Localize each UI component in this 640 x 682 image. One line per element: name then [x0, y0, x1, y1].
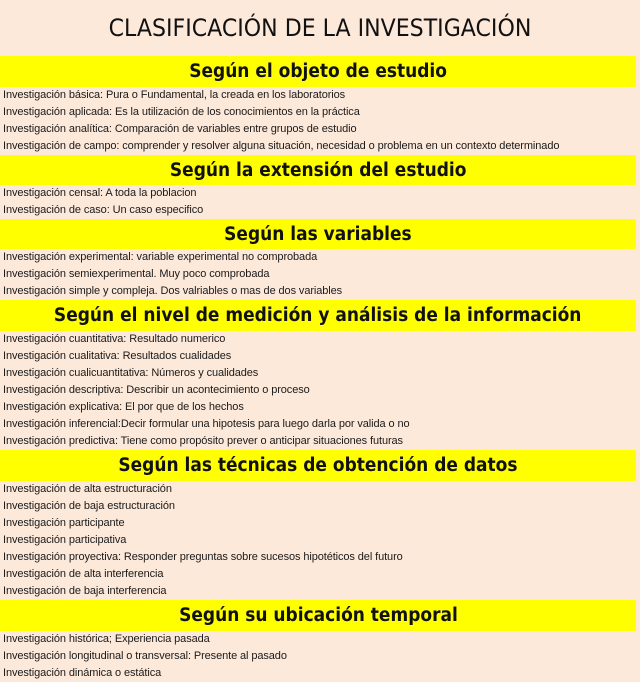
- list-item: Investigación predictiva: Tiene como propósito prever o anticipar situaciones futuras: [3, 435, 403, 447]
- page-title: CLASIFICACIÓN DE LA INVESTIGACIÓN: [108, 14, 532, 42]
- section-heading-text: Según el nivel de medición y análisis de la información: [54, 305, 582, 326]
- list-item: Investigación semiexperimental. Muy poco comprobada: [3, 268, 270, 280]
- list-item: Investigación explicativa: El por que de los hechos: [3, 401, 244, 413]
- section-heading-text: Según el objeto de estudio: [189, 61, 447, 82]
- section-heading: [0, 300, 636, 331]
- list-item: Investigación de baja estructuración: [3, 500, 175, 512]
- section-heading-text: Según la extensión del estudio: [169, 159, 467, 181]
- list-item: Investigación cualicuantitativa: Números y cualidades: [3, 367, 259, 379]
- list-item: Investigación aplicada: Es la utilización de los conocimientos en la práctica: [3, 106, 360, 118]
- list-item: Investigación analítica: Comparación de variables entre grupos de estudio: [3, 123, 357, 135]
- section-heading: [0, 219, 636, 249]
- list-item: Investigación participante: [3, 517, 125, 529]
- list-item: Investigación descriptiva: Describir un acontecimiento o proceso: [3, 384, 310, 396]
- section-heading: [0, 600, 636, 631]
- section-heading-text: Según las técnicas de obtención de datos: [118, 455, 518, 476]
- list-item: Investigación cualitativa: Resultados cualidades: [3, 350, 232, 362]
- section-heading: [0, 56, 636, 87]
- list-item: Investigación longitudinal o transversal: Presente al pasado: [3, 650, 287, 662]
- list-item: Investigación participativa: [3, 534, 127, 546]
- section-heading-text: Según las variables: [224, 223, 412, 245]
- list-item: Investigación experimental: variable experimental no comprobada: [3, 251, 318, 263]
- list-item: Investigación inferencial:Decir formular una hipotesis para luego darla por valida o no: [3, 418, 410, 430]
- list-item: Investigación histórica; Experiencia pasada: [3, 633, 210, 645]
- list-item: Investigación de alta interferencia: [3, 568, 164, 580]
- section-heading: [0, 450, 636, 481]
- list-item: Investigación simple y compleja. Dos valriables o mas de dos variables: [3, 285, 343, 297]
- list-item: Investigación de alta estructuración: [3, 483, 172, 495]
- list-item: Investigación dinámica o estática: [3, 667, 162, 679]
- section-heading-text: Según su ubicación temporal: [178, 605, 458, 626]
- classification-sections: [0, 56, 640, 682]
- list-item: Investigación de campo: comprender y resolver alguna situación, necesidad o problema en un contexto determinado: [3, 140, 560, 152]
- list-item: Investigación censal: A toda la poblacion: [3, 187, 197, 199]
- list-item: Investigación de caso: Un caso especifico: [3, 204, 204, 216]
- section-heading: [0, 155, 636, 185]
- list-item: Investigación de baja interferencia: [3, 585, 167, 597]
- list-item: Investigación básica: Pura o Fundamental, la creada en los laboratorios: [3, 89, 346, 101]
- list-item: Investigación proyectiva: Responder preguntas sobre sucesos hipotéticos del futuro: [3, 551, 403, 563]
- list-item: Investigación cuantitativa: Resultado numerico: [3, 333, 226, 345]
